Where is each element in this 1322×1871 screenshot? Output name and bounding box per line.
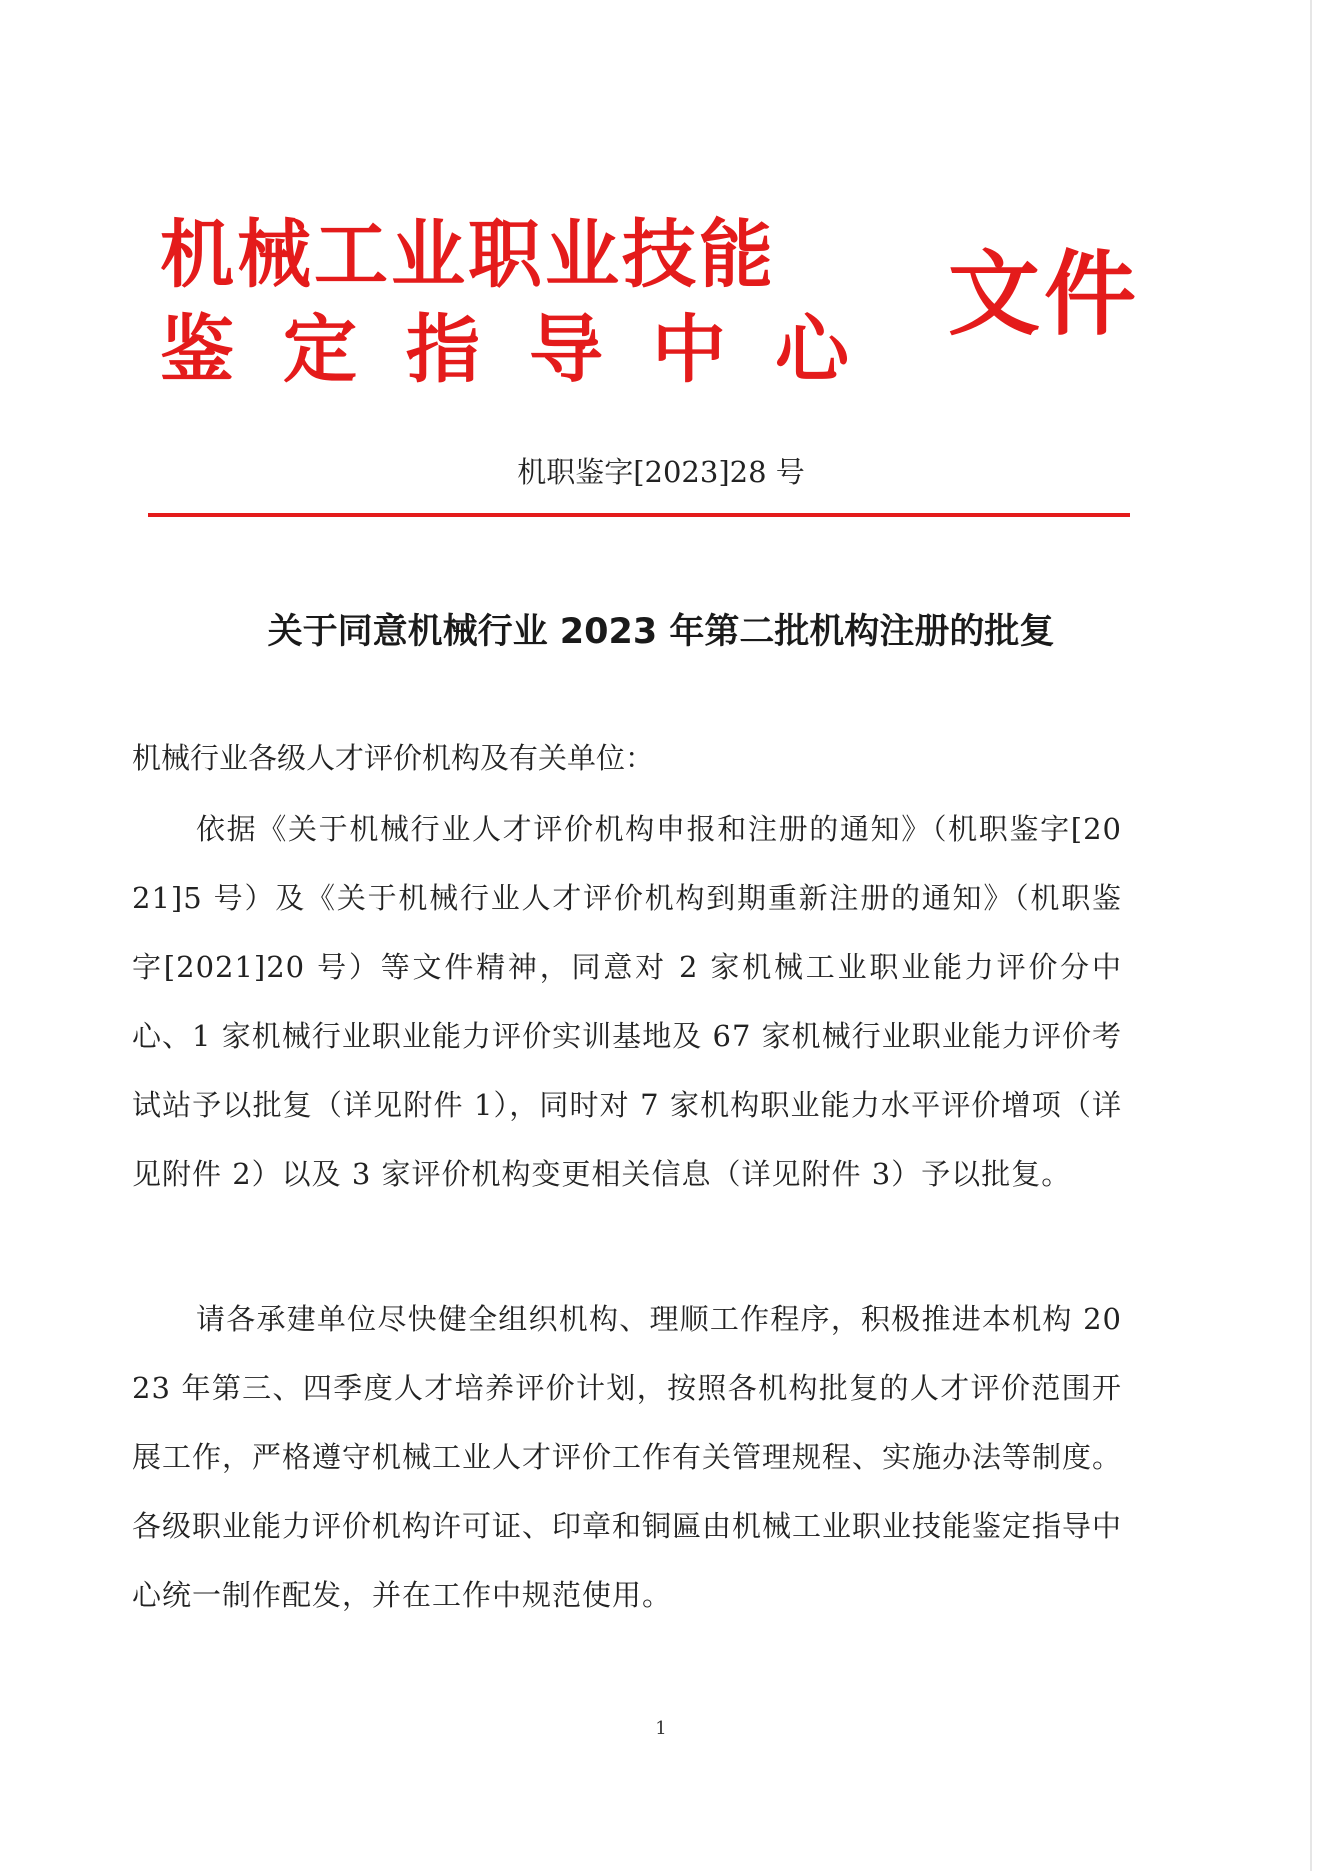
document-title: 关于同意机械行业 2023 年第二批机构注册的批复 [267, 612, 1055, 652]
document-number: 机职鉴字[2023]28 号 [517, 455, 805, 489]
red-header [160, 212, 1160, 393]
issuing-org-line-1: 机械工业职业技能 [160, 212, 776, 298]
body-paragraph-1: 依据《关于机械行业人才评价机构申报和注册的通知》（机职鉴字[2021]5 号）及《关于机械行业人才评价机构到期重新注册的通知》（机职鉴字[2021]20 号）等文件精神，同意对 2 家机械工业职业能力评价分中心、1 家机械行业职业能力评价实训基地及 67 家机械行业职业能力评价考试站予以批复（详见附件 1），同时对 7 家机构职业能力水平评价增项（详见附件 2）以及 3 家评价机构变更相关信息（详见附件 3）予以批复。 [132, 812, 1122, 1191]
page-number: 1 [655, 1718, 667, 1739]
document-label: 文件 [948, 241, 1141, 348]
scan-edge-line [1310, 0, 1312, 1871]
body-paragraph-2: 请各承建单位尽快健全组织机构、理顺工作程序，积极推进本机构 2023 年第三、四季度人才培养评价计划，按照各机构批复的人才评价范围开展工作，严格遵守机械工业人才评价工作有关管理规程、实施办法等制度。各级职业能力评价机构许可证、印章和铜匾由机械工业职业技能鉴定指导中心统一制作配发，并在工作中规范使用。 [132, 1302, 1123, 1612]
red-divider [148, 513, 1130, 517]
salutation: 机械行业各级人才评价机构及有关单位： [132, 741, 655, 775]
issuing-org-line-2: 鉴定指导中心 [160, 307, 898, 393]
